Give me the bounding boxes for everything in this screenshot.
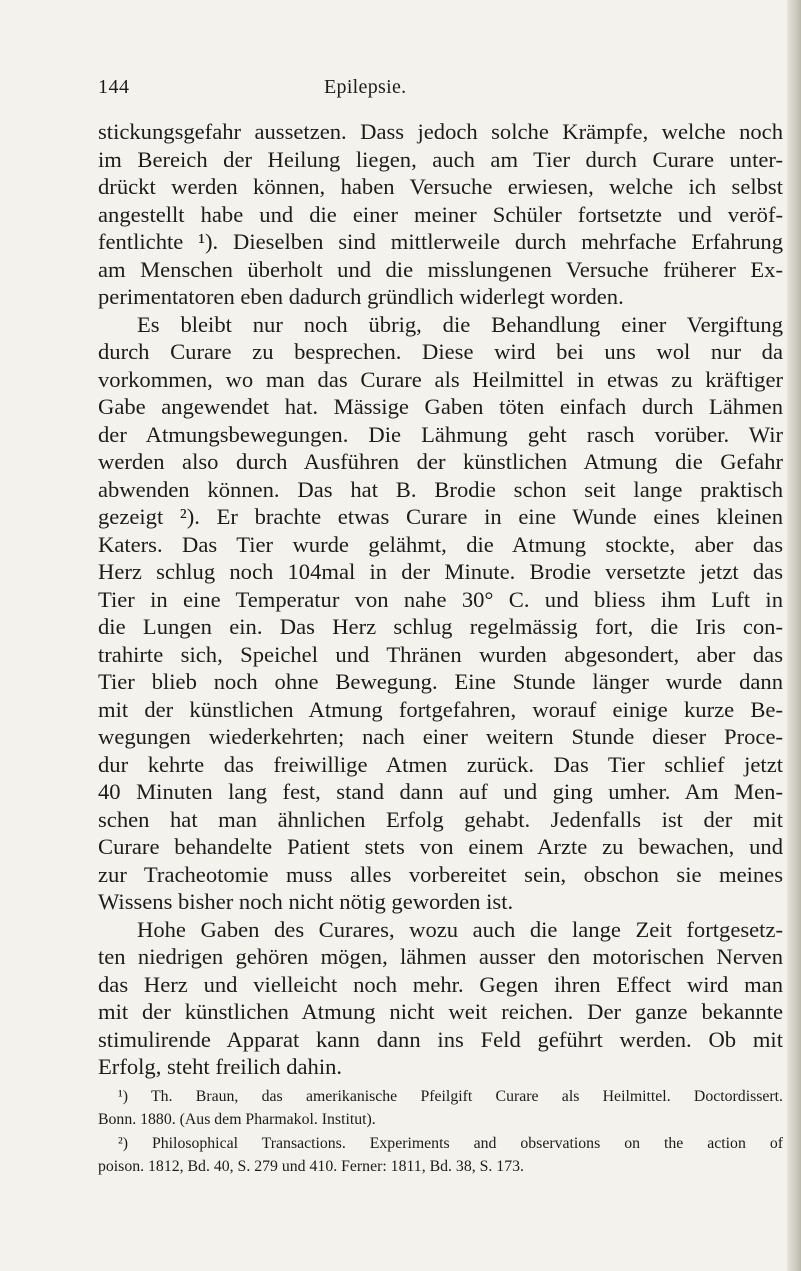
body-line: Tier blieb noch ohne Bewegung. Eine Stunde länger wurde dann	[98, 669, 783, 694]
page-number: 144	[98, 76, 130, 98]
body-line: trahirte sich, Speichel und Thränen wurden abgesondert, aber das	[98, 641, 783, 667]
body-line: Es bleibt nur noch übrig, die Behandlung einer Vergiftung	[137, 311, 783, 337]
body-line: stimulirende Apparat kann dann ins Feld geführt werden. Ob mit	[98, 1026, 783, 1052]
body-line: fentlichte ¹). Dieselben sind mittlerweile durch mehrfache Erfahrung	[98, 229, 783, 254]
footnote-line: ¹) Th. Braun, das amerikanische Pfeilgift Curare als Heilmittel. Doctordissert.	[118, 1087, 783, 1105]
body-line: Wissens bisher noch nicht nötig geworden ist.	[98, 889, 514, 914]
body-line: durch Curare zu besprechen. Diese wird bei uns wol nur da	[98, 339, 783, 364]
running-title: Epilepsie.	[324, 76, 407, 98]
body-line: wegungen wiederkehrten; nach einer weitern Stunde dieser Proce-	[98, 724, 783, 749]
body-line: Curare behandelte Patient stets von einem Arzte zu bewachen, und	[98, 834, 783, 859]
body-text	[98, 118, 783, 1179]
body-line: mit der künstlichen Atmung nicht weit reichen. Der ganze bekannte	[98, 999, 783, 1024]
body-line: gezeigt ²). Er brachte etwas Curare in eine Wunde eines kleinen	[98, 504, 783, 529]
body-line: der Atmungsbewegungen. Die Lähmung geht rasch vorüber. Wir	[98, 421, 783, 447]
body-line: Erfolg, steht freilich dahin.	[98, 1054, 343, 1079]
footnotes	[98, 1085, 783, 1179]
body-line: perimentatoren eben dadurch gründlich widerlegt worden.	[98, 284, 624, 309]
body-line: Gabe angewendet hat. Mässige Gaben töten einfach durch Lähmen	[98, 394, 783, 419]
body-line: angestellt habe und die einer meiner Schüler fortsetzte und veröf-	[98, 201, 783, 227]
body-line: Katers. Das Tier wurde gelähmt, die Atmung stockte, aber das	[98, 531, 783, 557]
footnote-line: Bonn. 1880. (Aus dem Pharmakol. Institut).	[98, 1111, 376, 1128]
body-line: vorkommen, wo man das Curare als Heilmittel in etwas zu kräftiger	[98, 366, 783, 392]
body-line: abwenden können. Das hat B. Brodie schon seit lange praktisch	[98, 476, 783, 502]
body-line: werden also durch Ausführen der künstlichen Atmung die Gefahr	[98, 449, 783, 474]
body-line: dur kehrte das freiwillige Atmen zurück. Das Tier schlief jetzt	[98, 751, 783, 777]
body-line: Tier in eine Temperatur von nahe 30° C. und bliess ihm Luft in	[98, 586, 783, 612]
body-line: schen hat man ähnlichen Erfolg gehabt. Jedenfalls ist der mit	[98, 806, 783, 832]
body-line: am Menschen überholt und die misslungenen Versuche früherer Ex-	[98, 256, 783, 282]
body-line: im Bereich der Heilung liegen, auch am Tier durch Curare unter-	[98, 146, 783, 172]
page-edge-shadow	[787, 0, 801, 1271]
body-line: drückt werden können, haben Versuche erwiesen, welche ich selbst	[98, 174, 783, 199]
body-line: die Lungen ein. Das Herz schlug regelmässig fort, die Iris con-	[98, 614, 783, 639]
body-line: ten niedrigen gehören mögen, lähmen ausser den motorischen Nerven	[98, 944, 783, 969]
body-line: zur Tracheotomie muss alles vorbereitet sein, obschon sie meines	[98, 861, 783, 887]
footnote-line: ²) Philosophical Transactions. Experiments and observations on the action of	[118, 1134, 783, 1152]
body-line: Hohe Gaben des Curares, wozu auch die lange Zeit fortgesetz-	[137, 916, 783, 942]
body-line: das Herz und vielleicht noch mehr. Gegen ihren Effect wird man	[98, 971, 783, 997]
body-line: stickungsgefahr aussetzen. Dass jedoch solche Krämpfe, welche noch	[98, 119, 783, 144]
body-line: Herz schlug noch 104mal in der Minute. Brodie versetzte jetzt das	[98, 559, 783, 584]
body-line: 40 Minuten lang fest, stand dann auf und ging umher. Am Men-	[98, 779, 783, 804]
footnote-line: poison. 1812, Bd. 40, S. 279 und 410. Ferner: 1811, Bd. 38, S. 173.	[98, 1158, 524, 1175]
body-line: mit der künstlichen Atmung fortgefahren, worauf einige kurze Be-	[98, 696, 783, 722]
